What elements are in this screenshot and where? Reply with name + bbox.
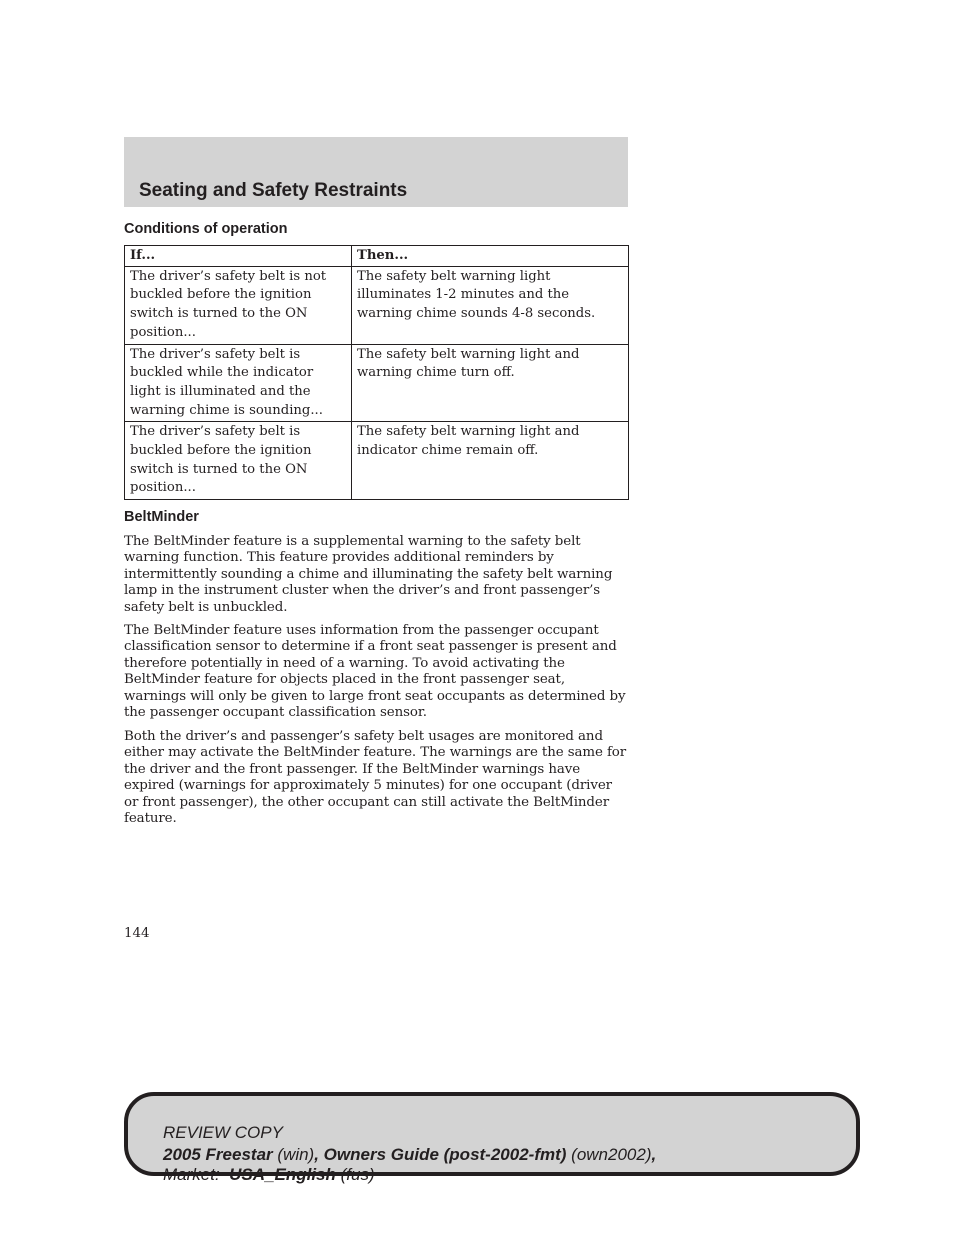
table-cell-then: The safety belt warning light and indicator chime remain off.: [352, 422, 629, 500]
guide-code: (own2002): [571, 1145, 652, 1164]
body-paragraph: The BeltMinder feature uses information from the passenger occupant classification sensor to determine if a front seat passenger is present and therefore potentially in need of a warning. To avoid activating the BeltMinder feature for objects placed in the front passenger seat, warnings will only be given to large front seat occupants as determined by the passenger occupant classification sensor.: [124, 623, 626, 721]
body-paragraph: The BeltMinder feature is a supplemental warning to the safety belt warning function. This feature provides additional reminders by intermittently sounding a chime and illuminating the safety belt warning lamp in the instrument cluster when the driver’s and front passenger’s safety belt is unbuckled.: [124, 534, 613, 615]
conditions-heading: Conditions of operation: [124, 221, 288, 237]
table-row: [125, 422, 629, 500]
market-code: (fus): [340, 1165, 375, 1184]
beltminder-heading: BeltMinder: [124, 509, 199, 525]
table-cell-if: The driver’s safety belt is buckled while the indicator light is illuminated and the warning chime is sounding...: [125, 344, 352, 422]
conditions-table: [124, 245, 629, 500]
review-copy-label: [163, 1122, 283, 1143]
column-header-if: If...: [125, 246, 352, 267]
section-title: Seating and Safety Restraints: [139, 180, 408, 201]
market-line: [163, 1164, 375, 1185]
guide-name: , Owners Guide (post-2002-fmt): [314, 1145, 567, 1164]
market-name: USA_English: [229, 1165, 336, 1184]
section-header-band: [124, 137, 628, 207]
table-cell-if: The driver’s safety belt is buckled before the ignition switch is turned to the ON position...: [125, 422, 352, 500]
table-cell-then: The safety belt warning light and warning chime turn off.: [352, 344, 629, 422]
table-cell-if: The driver’s safety belt is not buckled before the ignition switch is turned to the ON position...: [125, 266, 352, 344]
model-name: 2005 Freestar: [163, 1145, 273, 1164]
guide-end: ,: [651, 1145, 657, 1164]
body-paragraph: Both the driver’s and passenger’s safety belt usages are monitored and either may activate the BeltMinder feature. The warnings are the same for the driver and the front passenger. If the BeltMinder warnings have expired (warnings for approximately 5 minutes) for one occupant (driver or front passenger), the other occupant can still activate the BeltMinder feature.: [124, 729, 627, 827]
review-copy-box: [124, 1092, 860, 1184]
table-row: [125, 266, 629, 344]
column-header-then: Then...: [352, 246, 629, 267]
document-id-line: [163, 1144, 656, 1165]
table-header-row: [125, 246, 629, 267]
model-code: (win): [277, 1145, 315, 1164]
page-number: 144: [124, 926, 150, 941]
review-copy-text: REVIEW COPY: [163, 1123, 283, 1142]
table-row: [125, 344, 629, 422]
market-label: Market:: [163, 1165, 220, 1184]
table-cell-then: The safety belt warning light illuminates 1-2 minutes and the warning chime sounds 4-8 seconds.: [352, 266, 629, 344]
